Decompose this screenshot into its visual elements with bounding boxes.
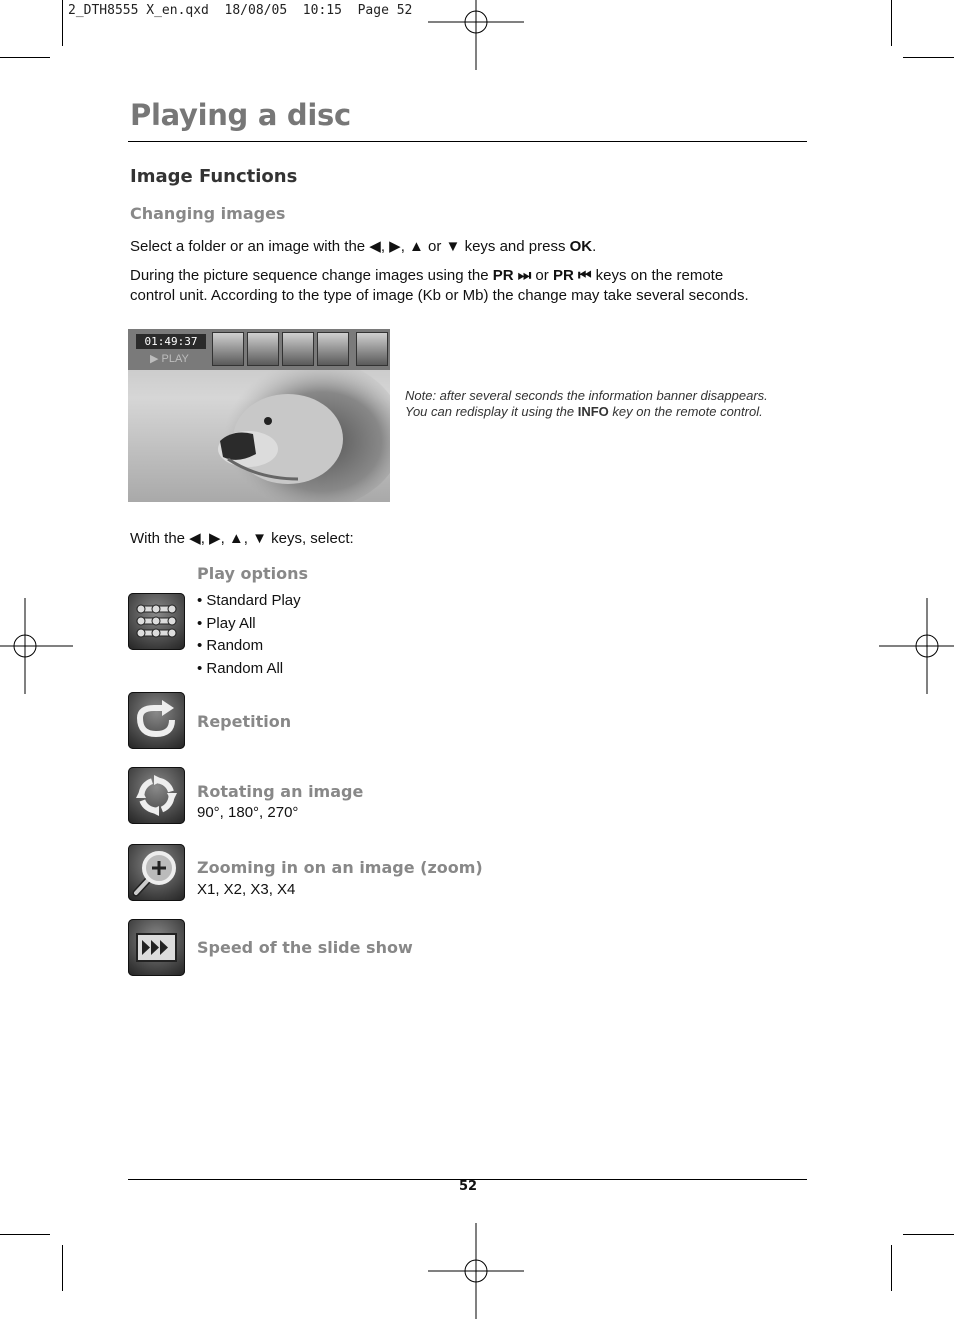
- play-options-list: [197, 591, 301, 682]
- zoom-icon: [128, 844, 185, 901]
- note-text: Note: after several seconds the information banner disappears. You can redisplay it using the INFO key on the remote control.: [405, 388, 768, 419]
- info-banner: [128, 329, 390, 370]
- repetition-title: Repetition: [197, 712, 292, 731]
- rotate-icon: [282, 332, 314, 366]
- registration-mark-icon: [428, 1223, 524, 1319]
- rotate-detail: 90°, 180°, 270°: [197, 804, 299, 821]
- select-instruction: With the ◀, ▶, ▲, ▼ keys, select:: [130, 530, 354, 547]
- repeat-icon: [247, 332, 279, 366]
- rotate-title: Rotating an image: [197, 782, 364, 801]
- crop-mark: [891, 1245, 892, 1291]
- crop-mark: [62, 0, 63, 46]
- sequence-paragraph: During the picture sequence change images using the PR ⏭ or PR ⏮ keys on the remote control unit. According to the type of image (Kb or Mb) the change may take several seconds.: [130, 267, 749, 304]
- crop-mark: [0, 57, 50, 58]
- list-item: • Random All: [197, 660, 284, 678]
- instruction-paragraph: Select a folder or an image with the ◀, ▶, ▲ or ▼ keys and press OK.: [130, 238, 597, 255]
- subsection-title: Changing images: [130, 204, 286, 223]
- pr-prev-key: PR ⏮: [552, 267, 592, 284]
- section-title: Image Functions: [130, 166, 298, 187]
- crop-mark: [903, 57, 954, 58]
- registration-mark-icon: [0, 598, 73, 694]
- zoom-detail: X1, X2, X3, X4: [197, 881, 296, 898]
- registration-mark-icon: [879, 598, 954, 694]
- play-options-title: Play options: [197, 564, 308, 583]
- crop-mark: [0, 1234, 50, 1235]
- list-item: • Random: [197, 637, 264, 655]
- arrow-keys: ◀, ▶, ▲ or ▼: [369, 238, 461, 255]
- crop-mark: [903, 1234, 954, 1235]
- title-rule: [128, 141, 807, 142]
- info-key: INFO: [577, 404, 609, 419]
- page-title: Playing a disc: [130, 98, 351, 132]
- pr-next-key: PR ⏭: [492, 267, 532, 284]
- play-status: ▶ PLAY: [150, 353, 189, 365]
- zoom-icon: [317, 332, 349, 366]
- page-number: 52: [458, 1179, 478, 1194]
- rotate-icon: [128, 767, 185, 824]
- play-options-icon: [212, 332, 244, 366]
- list-item: • Standard Play: [197, 592, 301, 609]
- speed-title: Speed of the slide show: [197, 938, 413, 957]
- crop-mark: [62, 1245, 63, 1291]
- play-options-icon: [128, 593, 185, 650]
- list-item: • Play All: [197, 614, 256, 632]
- fast-forward-icon: [356, 332, 388, 366]
- tv-screen-image: [128, 329, 390, 502]
- repeat-icon: [128, 692, 185, 749]
- crop-mark: [891, 0, 892, 46]
- printer-slug: 2_DTH8555 X_en.qxd 18/08/05 10:15 Page 52: [68, 3, 413, 18]
- fast-forward-icon: [128, 919, 185, 976]
- zoom-title: Zooming in on an image (zoom): [197, 858, 483, 877]
- elapsed-time: 01:49:37: [136, 334, 206, 349]
- registration-mark-icon: [428, 0, 524, 70]
- ok-key: OK: [569, 238, 593, 255]
